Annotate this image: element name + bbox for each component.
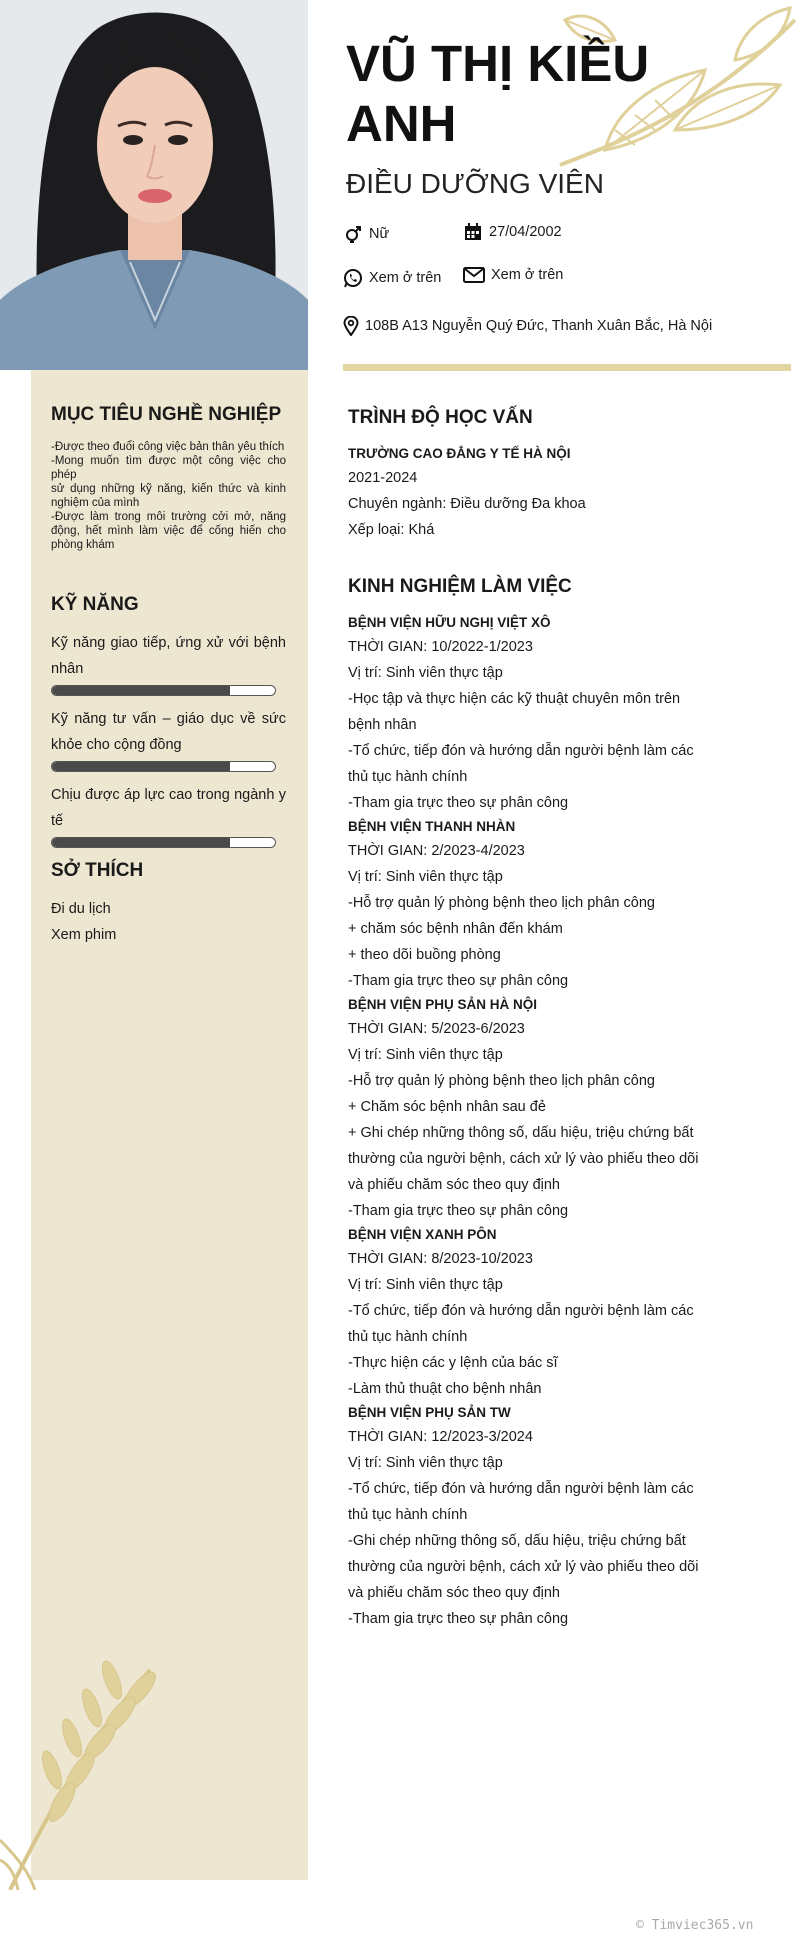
experience-line: -Học tập và thực hiện các kỹ thuật chuyên môn trên bệnh nhân <box>348 691 681 733</box>
phone-value: Xem ở trên <box>369 270 442 286</box>
experience-line: -Hỗ trợ quản lý phòng bệnh theo lịch phân công <box>348 895 655 911</box>
experience-entry <box>348 1224 708 1402</box>
experience-line: Vị trí: Sinh viên thực tập <box>348 1277 503 1293</box>
experience-line: -Tổ chức, tiếp đón và hướng dẫn người bệnh làm các thủ tục hành chính <box>348 1303 694 1345</box>
experience-org: BỆNH VIỆN PHỤ SẢN TW <box>348 1405 511 1420</box>
education-period: 2021-2024 <box>348 470 418 486</box>
skill-item <box>51 630 286 696</box>
contact-address <box>343 316 712 336</box>
experience-line: + Chăm sóc bệnh nhân sau đẻ <box>348 1099 546 1115</box>
experience-line: -Tổ chức, tiếp đón và hướng dẫn người bệnh làm các thủ tục hành chính <box>348 1481 694 1523</box>
location-pin-icon <box>343 316 359 336</box>
contact-email <box>463 266 563 284</box>
experience-line: -Tổ chức, tiếp đón và hướng dẫn người bệnh làm các thủ tục hành chính <box>348 743 694 785</box>
school-name: TRƯỜNG CAO ĐẲNG Y TẾ HÀ NỘI <box>348 446 571 461</box>
experience-org: BỆNH VIỆN HỮU NGHỊ VIỆT XÔ <box>348 615 551 630</box>
experience-line: Vị trí: Sinh viên thực tập <box>348 1455 503 1471</box>
experience-line: Vị trí: Sinh viên thực tập <box>348 665 503 681</box>
email-icon <box>463 266 485 284</box>
objective-line: -Được làm trong môi trường cởi mở, năng động, hết mình làm việc để cống hiến cho phòng khám <box>51 511 286 551</box>
experience-line: -Hỗ trợ quản lý phòng bệnh theo lịch phân công <box>348 1073 655 1089</box>
skill-bar-fill <box>52 838 230 847</box>
experience-title: KINH NGHIỆM LÀM VIỆC <box>348 576 572 597</box>
experience-line: + chăm sóc bệnh nhân đến khám <box>348 921 563 937</box>
education-section <box>348 407 708 543</box>
profile-photo <box>0 0 308 370</box>
objective-line: sử dụng những kỹ năng, kiến thức và kinh nghiệm của mình <box>51 483 286 509</box>
skill-name: Kỹ năng tư vấn – giáo dục về sức khỏe cho cộng đồng <box>51 711 286 753</box>
experience-line: Vị trí: Sinh viên thực tập <box>348 1047 503 1063</box>
experience-line: THỜI GIAN: 2/2023-4/2023 <box>348 843 525 859</box>
address-value: 108B A13 Nguyễn Quý Đức, Thanh Xuân Bắc, Hà Nội <box>365 318 713 334</box>
experience-line: Vị trí: Sinh viên thực tập <box>348 869 503 885</box>
experience-line: + Ghi chép những thông số, dấu hiệu, triệu chứng bất thường của người bệnh, cách xử lý vào phiếu theo dõi và phiếu chăm sóc theo quy định <box>348 1125 699 1193</box>
objective-line: -Mong muốn tìm được một công việc cho phép <box>51 455 286 481</box>
skill-bar-fill <box>52 762 230 771</box>
header-divider <box>343 364 791 371</box>
education-rank: Xếp loại: Khá <box>348 522 435 538</box>
experience-line: THỜI GIAN: 12/2023-3/2024 <box>348 1429 533 1445</box>
experience-line: -Làm thủ thuật cho bệnh nhân <box>348 1381 542 1397</box>
skill-name: Kỹ năng giao tiếp, ứng xử với bệnh nhân <box>51 635 286 677</box>
objective-line: -Được theo đuổi công việc bản thân yêu thích <box>51 441 285 453</box>
experience-entry <box>348 816 708 994</box>
skill-bar <box>51 837 276 848</box>
experience-org: BỆNH VIỆN PHỤ SẢN HÀ NỘI <box>348 997 538 1012</box>
experience-line: + theo dõi buồng phòng <box>348 947 501 963</box>
skill-name: Chịu được áp lực cao trong ngành y tế <box>51 787 286 829</box>
experience-line: THỜI GIAN: 8/2023-10/2023 <box>348 1251 533 1267</box>
skill-item <box>51 706 286 772</box>
experience-line: -Tham gia trực theo sự phân công <box>348 795 569 811</box>
experience-entry <box>348 994 708 1224</box>
portrait-illustration <box>0 0 308 370</box>
objective-text <box>51 440 286 552</box>
experience-org: BỆNH VIỆN THANH NHÀN <box>348 819 516 834</box>
skill-bar <box>51 685 276 696</box>
watermark: © Timviec365.vn <box>636 1918 754 1933</box>
experience-line: THỜI GIAN: 5/2023-6/2023 <box>348 1021 525 1037</box>
contact-phone <box>343 268 441 288</box>
gender-value: Nữ <box>369 226 390 242</box>
skill-bar-fill <box>52 686 230 695</box>
objective-title: MỤC TIÊU NGHỀ NGHIỆP <box>51 404 282 425</box>
experience-entry <box>348 1402 708 1632</box>
objective-section <box>51 404 286 552</box>
email-value: Xem ở trên <box>491 267 564 283</box>
hobbies-title: SỞ THÍCH <box>51 860 144 881</box>
candidate-name: VŨ THỊ KIỀU ANH <box>346 35 650 152</box>
whatsapp-icon <box>343 268 363 288</box>
birthday-value: 27/04/2002 <box>489 224 562 240</box>
skills-section <box>51 594 286 858</box>
experience-org: BỆNH VIỆN XANH PÔN <box>348 1227 497 1242</box>
sidebar-leaf-decoration <box>0 1660 160 1890</box>
experience-section <box>348 576 708 1632</box>
hobby-item: Xem phim <box>51 927 117 943</box>
experience-line: -Tham gia trực theo sự phân công <box>348 1203 569 1219</box>
contact-birthday <box>463 222 562 242</box>
experience-line: -Thực hiện các y lệnh của bác sĩ <box>348 1355 558 1371</box>
skill-bar <box>51 761 276 772</box>
contact-gender <box>343 224 389 244</box>
hobbies-section <box>51 860 286 948</box>
gender-icon <box>343 224 363 244</box>
experience-line: -Tham gia trực theo sự phân công <box>348 1611 569 1627</box>
experience-line: THỜI GIAN: 10/2022-1/2023 <box>348 639 533 655</box>
education-title: TRÌNH ĐỘ HỌC VẤN <box>348 407 533 428</box>
hobby-item: Đi du lịch <box>51 901 111 917</box>
job-title: ĐIỀU DƯỠNG VIÊN <box>346 168 604 199</box>
education-major: Chuyên ngành: Điều dưỡng Đa khoa <box>348 496 586 512</box>
skills-title: KỸ NĂNG <box>51 594 139 615</box>
experience-line: -Ghi chép những thông số, dấu hiệu, triệu chứng bất thường của người bệnh, cách xử lý vào phiếu theo dõi và phiếu chăm sóc theo quy định <box>348 1533 699 1601</box>
skill-item <box>51 782 286 848</box>
experience-line: -Tham gia trực theo sự phân công <box>348 973 569 989</box>
calendar-icon <box>463 222 483 242</box>
experience-entry <box>348 612 708 816</box>
